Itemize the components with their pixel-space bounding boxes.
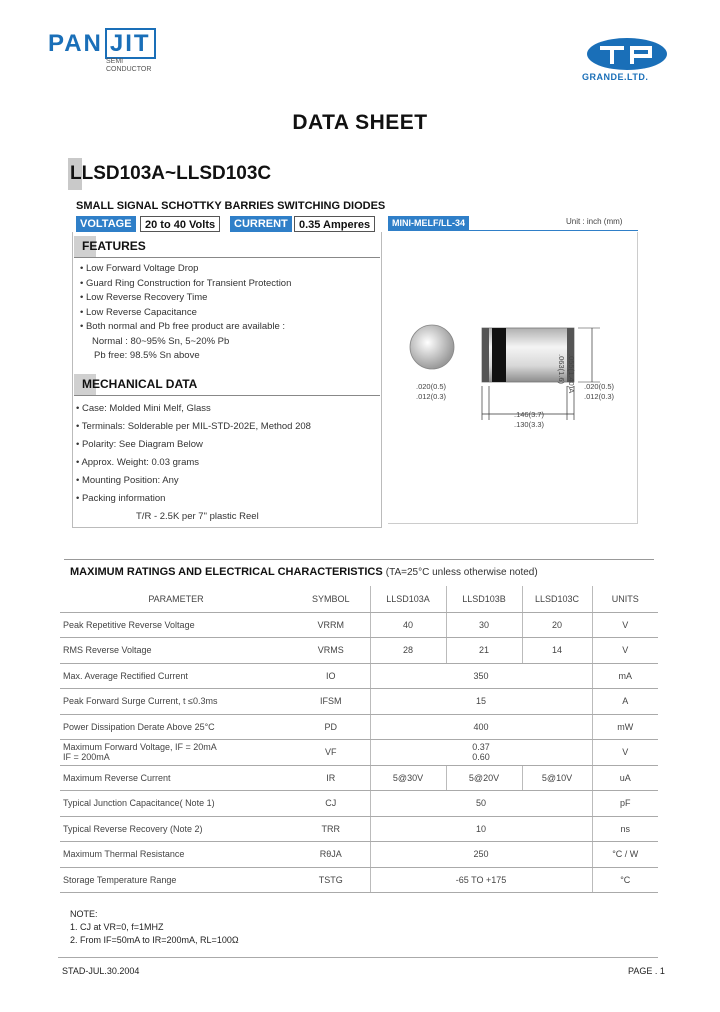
value-line: 0.37: [472, 742, 490, 753]
unit-cell: mA: [592, 663, 658, 689]
table-row: [60, 791, 658, 817]
page-title: DATA SHEET: [292, 111, 428, 134]
package-drawing: [400, 310, 620, 430]
symbol-cell: RθJA: [292, 842, 370, 868]
notes-title: NOTE:: [70, 909, 98, 919]
feature-item: • Low Forward Voltage Drop: [80, 263, 199, 274]
ratings-condition: (TA=25°C unless otherwise noted): [385, 567, 538, 578]
feature-subitem: Normal : 80~95% Sn, 5~20% Pb: [92, 335, 230, 347]
mechanical-divider: [74, 395, 380, 396]
param-cell: Typical Reverse Recovery (Note 2): [60, 816, 292, 842]
logo-sub-conductor: CONDUCTOR: [106, 66, 152, 73]
param-cell: Maximum Reverse Current: [60, 765, 292, 791]
param-cell: Peak Repetitive Reverse Voltage: [60, 612, 292, 638]
feature-item: • Both normal and Pb free product are available :: [80, 321, 286, 332]
footer-date: STAD-JUL.30.2004: [62, 966, 140, 976]
table-row: [60, 765, 658, 791]
param-cell: Max. Average Rectified Current: [60, 663, 292, 689]
feature-subitem: Pb free: 98.5% Sn above: [94, 350, 200, 361]
current-label: CURRENT: [230, 216, 292, 232]
value-cell: 28: [370, 638, 446, 664]
grande-text: GRANDE.LTD.: [582, 72, 649, 82]
value-cell: 30: [446, 612, 522, 638]
dim-right-top: .020(0.5): [584, 382, 615, 391]
unit-cell: V: [592, 638, 658, 664]
param-cell: RMS Reverse Voltage: [60, 638, 292, 664]
logo-subtitle: [106, 58, 151, 74]
ratings-title-text: MAXIMUM RATINGS AND ELECTRICAL CHARACTERISTICS: [70, 566, 383, 578]
unit-cell: mW: [592, 714, 658, 740]
table-row: [60, 816, 658, 842]
symbol-cell: IR: [292, 765, 370, 791]
features-divider: [74, 257, 380, 258]
unit-cell: uA: [592, 765, 658, 791]
notes: [70, 908, 239, 947]
value-line: 0.60: [472, 752, 490, 763]
note-item: 1. CJ at VR=0, f=1MHZ: [70, 922, 164, 932]
table-row: [60, 714, 658, 740]
dim-left-top: .020(0.5): [416, 382, 447, 391]
dim-right-bottom: .012(0.3): [584, 392, 615, 401]
features-title: FEATURES: [82, 239, 146, 253]
unit-cell: pF: [592, 791, 658, 817]
symbol-cell: IFSM: [292, 689, 370, 715]
logo-jit: JIT: [105, 28, 156, 59]
value-cell: 5@30V: [370, 765, 446, 791]
symbol-cell: TSTG: [292, 867, 370, 893]
param-cell: Maximum Thermal Resistance: [60, 842, 292, 868]
feature-item: • Guard Ring Construction for Transient Protection: [80, 277, 292, 289]
feature-item: • Low Reverse Recovery Time: [80, 292, 208, 303]
symbol-cell: PD: [292, 714, 370, 740]
value-cell: 5@10V: [522, 765, 592, 791]
symbol-cell: VRMS: [292, 638, 370, 664]
table-row: [60, 638, 658, 664]
ratings-title: [70, 566, 538, 578]
panjit-logo: [48, 30, 156, 58]
param-cell: Peak Forward Surge Current, t ≤0.3ms: [60, 689, 292, 715]
mechanical-item: • Packing information: [76, 493, 166, 504]
features-list: [80, 262, 291, 364]
mechanical-subitem: T/R - 2.5K per 7" plastic Reel: [136, 511, 259, 522]
value-cell: 21: [446, 638, 522, 664]
param-cell: [60, 740, 292, 766]
mechanical-list: [76, 400, 311, 526]
ratings-table: [60, 586, 658, 893]
symbol-cell: CJ: [292, 791, 370, 817]
param-cell: Power Dissipation Derate Above 25°C: [60, 714, 292, 740]
value-cell: 20: [522, 612, 592, 638]
dim-length-top: .146(3.7): [514, 410, 545, 419]
value-cell: [370, 740, 592, 766]
table-row: [60, 663, 658, 689]
footer-divider: [58, 957, 658, 958]
page-number: PAGE . 1: [628, 966, 665, 976]
value-cell: 50: [370, 791, 592, 817]
col-header: UNITS: [592, 586, 658, 612]
table-row: [60, 612, 658, 638]
unit-cell: V: [592, 612, 658, 638]
dim-diameter-2: .055(1.40)A: [567, 354, 576, 394]
value-cell: 10: [370, 816, 592, 842]
symbol-cell: VRRM: [292, 612, 370, 638]
note-item: 2. From IF=50mA to IR=200mA, RL=100Ω: [70, 935, 239, 945]
voltage-value: 20 to 40 Volts: [140, 216, 220, 232]
table-row: [60, 867, 658, 893]
table-header-row: [60, 586, 658, 612]
unit-cell: V: [592, 740, 658, 766]
symbol-cell: TRR: [292, 816, 370, 842]
ratings-top-line: [64, 559, 654, 560]
value-cell: -65 TO +175: [370, 867, 592, 893]
dim-left-bottom: .012(0.3): [416, 392, 447, 401]
mechanical-item: • Approx. Weight: 0.03 grams: [76, 457, 200, 468]
voltage-label: VOLTAGE: [76, 216, 136, 232]
part-number: LLSD103A~LLSD103C: [70, 163, 272, 184]
unit-cell: ns: [592, 816, 658, 842]
value-cell: 250: [370, 842, 592, 868]
grande-logo-icon: [586, 37, 668, 71]
value-cell: 5@20V: [446, 765, 522, 791]
mechanical-item: • Case: Molded Mini Melf, Glass: [76, 403, 211, 414]
feature-item: • Low Reverse Capacitance: [80, 306, 197, 318]
col-header: LLSD103A: [370, 586, 446, 612]
unit-cell: °C: [592, 867, 658, 893]
param-line: Maximum Forward Voltage, IF = 20mA: [63, 742, 217, 753]
package-unit: Unit : inch (mm): [566, 217, 623, 226]
logo-pan: PAN: [48, 30, 103, 57]
dim-diameter-1: .063(1.6): [557, 354, 566, 385]
symbol-cell: VF: [292, 740, 370, 766]
symbol-cell: IO: [292, 663, 370, 689]
mechanical-title: MECHANICAL DATA: [82, 377, 198, 391]
table-row: [60, 689, 658, 715]
mechanical-item: • Terminals: Solderable per MIL-STD-202E, Method 208: [76, 421, 311, 432]
package-label: MINI-MELF/LL-34: [388, 216, 469, 230]
value-cell: 15: [370, 689, 592, 715]
mechanical-item: • Mounting Position: Any: [76, 475, 179, 486]
col-header: LLSD103C: [522, 586, 592, 612]
mechanical-item: • Polarity: See Diagram Below: [76, 439, 203, 450]
table-row: [60, 740, 658, 766]
col-header: PARAMETER: [60, 586, 292, 612]
value-cell: 400: [370, 714, 592, 740]
unit-cell: °C / W: [592, 842, 658, 868]
product-subtitle: SMALL SIGNAL SCHOTTKY BARRIES SWITCHING DIODES: [76, 200, 386, 212]
table-row: [60, 842, 658, 868]
value-cell: 14: [522, 638, 592, 664]
col-header: SYMBOL: [292, 586, 370, 612]
current-value: 0.35 Amperes: [294, 216, 375, 232]
param-cell: Storage Temperature Range: [60, 867, 292, 893]
param-cell: Typical Junction Capacitance( Note 1): [60, 791, 292, 817]
col-header: LLSD103B: [446, 586, 522, 612]
unit-cell: A: [592, 689, 658, 715]
value-cell: 350: [370, 663, 592, 689]
param-line: IF = 200mA: [63, 752, 110, 763]
logo-sub-semi: SEMI: [106, 58, 124, 65]
dim-length-bottom: .130(3.3): [514, 420, 545, 429]
value-cell: 40: [370, 612, 446, 638]
